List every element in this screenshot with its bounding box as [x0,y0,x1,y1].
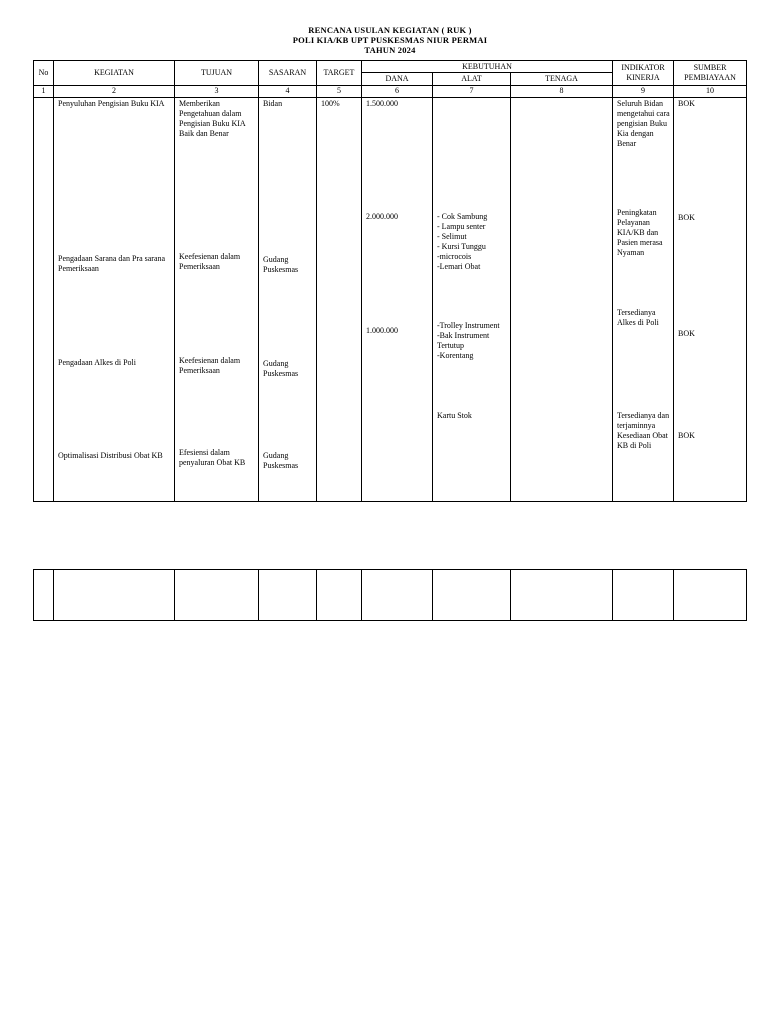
header-sumber: SUMBER PEMBIAYAAN [674,61,747,86]
column-number-row [34,86,747,98]
alat-text: Kartu Stok [437,411,472,420]
dana-cell [362,98,433,502]
header-sasaran: SASARAN [259,61,317,86]
empty-cell [175,570,259,621]
column-number: 7 [433,86,511,98]
header-kebutuhan: KEBUTUHAN [362,61,613,73]
empty-row [34,570,747,621]
activities-row [34,98,747,502]
header-tujuan: TUJUAN [175,61,259,86]
empty-cell [613,570,674,621]
document-title [0,25,768,55]
alat-text: - Cok Sambung - Lampu senter - Selimut - Kursi Tunggu -microcois -Lemari Obat [437,212,488,271]
header-alat: ALAT [433,73,511,86]
ruk-table [33,60,747,502]
tujuan-text: Memberikan Pengetahuan dalam Pengisian Buku KIA Baik dan Benar [179,99,246,138]
empty-cell [34,570,54,621]
kegiatan-cell [54,98,175,502]
target-text: 100% [321,99,340,108]
dana-text: 2.000.000 [366,212,398,221]
header-kegiatan: KEGIATAN [54,61,175,86]
sasaran-text: Bidan [263,99,283,108]
indikator-text: Tersedianya Alkes di Poli [617,308,659,327]
dana-text: 1.500.000 [366,99,398,108]
sasaran-cell [259,98,317,502]
empty-cell [511,570,613,621]
empty-cell [433,570,511,621]
sumber-cell [674,98,747,502]
column-number: 4 [259,86,317,98]
column-number: 10 [674,86,747,98]
sasaran-text: Gudang Puskesmas [263,359,299,378]
tujuan-text: Keefesienan dalam Pemeriksaan [179,252,241,271]
column-number: 5 [317,86,362,98]
header-no: No [34,61,54,86]
header-tenaga: TENAGA [511,73,613,86]
column-number: 2 [54,86,175,98]
empty-cell [674,570,747,621]
column-number: 8 [511,86,613,98]
kegiatan-text: Pengadaan Alkes di Poli [58,358,136,367]
kegiatan-text: Optimalisasi Distribusi Obat KB [58,451,163,460]
no-cell [34,98,54,502]
empty-cell [362,570,433,621]
sumber-text: BOK [678,213,695,222]
column-number: 3 [175,86,259,98]
empty-cell [54,570,175,621]
dana-text: 1.000.000 [366,326,398,335]
indikator-cell [613,98,674,502]
sasaran-text: Gudang Puskesmas [263,451,299,470]
column-number: 1 [34,86,54,98]
title-line-3: TAHUN 2024 [364,45,416,55]
tujuan-text: Keefesienan dalam Pemeriksaan [179,356,241,375]
indikator-text: Seluruh Bidan mengetahui cara pengisian Buku Kia dengan Benar [617,99,670,148]
empty-cell [259,570,317,621]
sumber-text: BOK [678,329,695,338]
column-number: 9 [613,86,674,98]
kegiatan-text: Penyuluhan Pengisian Buku KIA [58,99,165,108]
empty-table [33,569,747,621]
kegiatan-text: Pengadaan Sarana dan Pra sarana Pemeriksaan [58,254,166,273]
title-line-1: RENCANA USULAN KEGIATAN ( RUK ) [308,25,472,35]
indikator-text: Tersedianya dan terjaminnya Kesediaan Obat KB di Poli [617,411,670,450]
sasaran-text: Gudang Puskesmas [263,255,299,274]
target-cell [317,98,362,502]
tenaga-cell [511,98,613,502]
alat-cell [433,98,511,502]
column-number: 6 [362,86,433,98]
title-line-2: POLI KIA/KB UPT PUSKESMAS NIUR PERMAI [292,35,488,45]
header-target: TARGET [317,61,362,86]
tujuan-text: Efesiensi dalam penyaluran Obat KB [179,448,246,467]
indikator-text: Peningkatan Pelayanan KIA/KB dan Pasien merasa Nyaman [617,208,663,257]
empty-cell [317,570,362,621]
sumber-text: BOK [678,431,695,440]
header-dana: DANA [362,73,433,86]
header-indikator: INDIKATOR KINERJA [613,61,674,86]
alat-text: -Trolley Instrument -Bak Instrument Tertutup -Korentang [437,321,500,360]
tujuan-cell [175,98,259,502]
sumber-text: BOK [678,99,695,108]
